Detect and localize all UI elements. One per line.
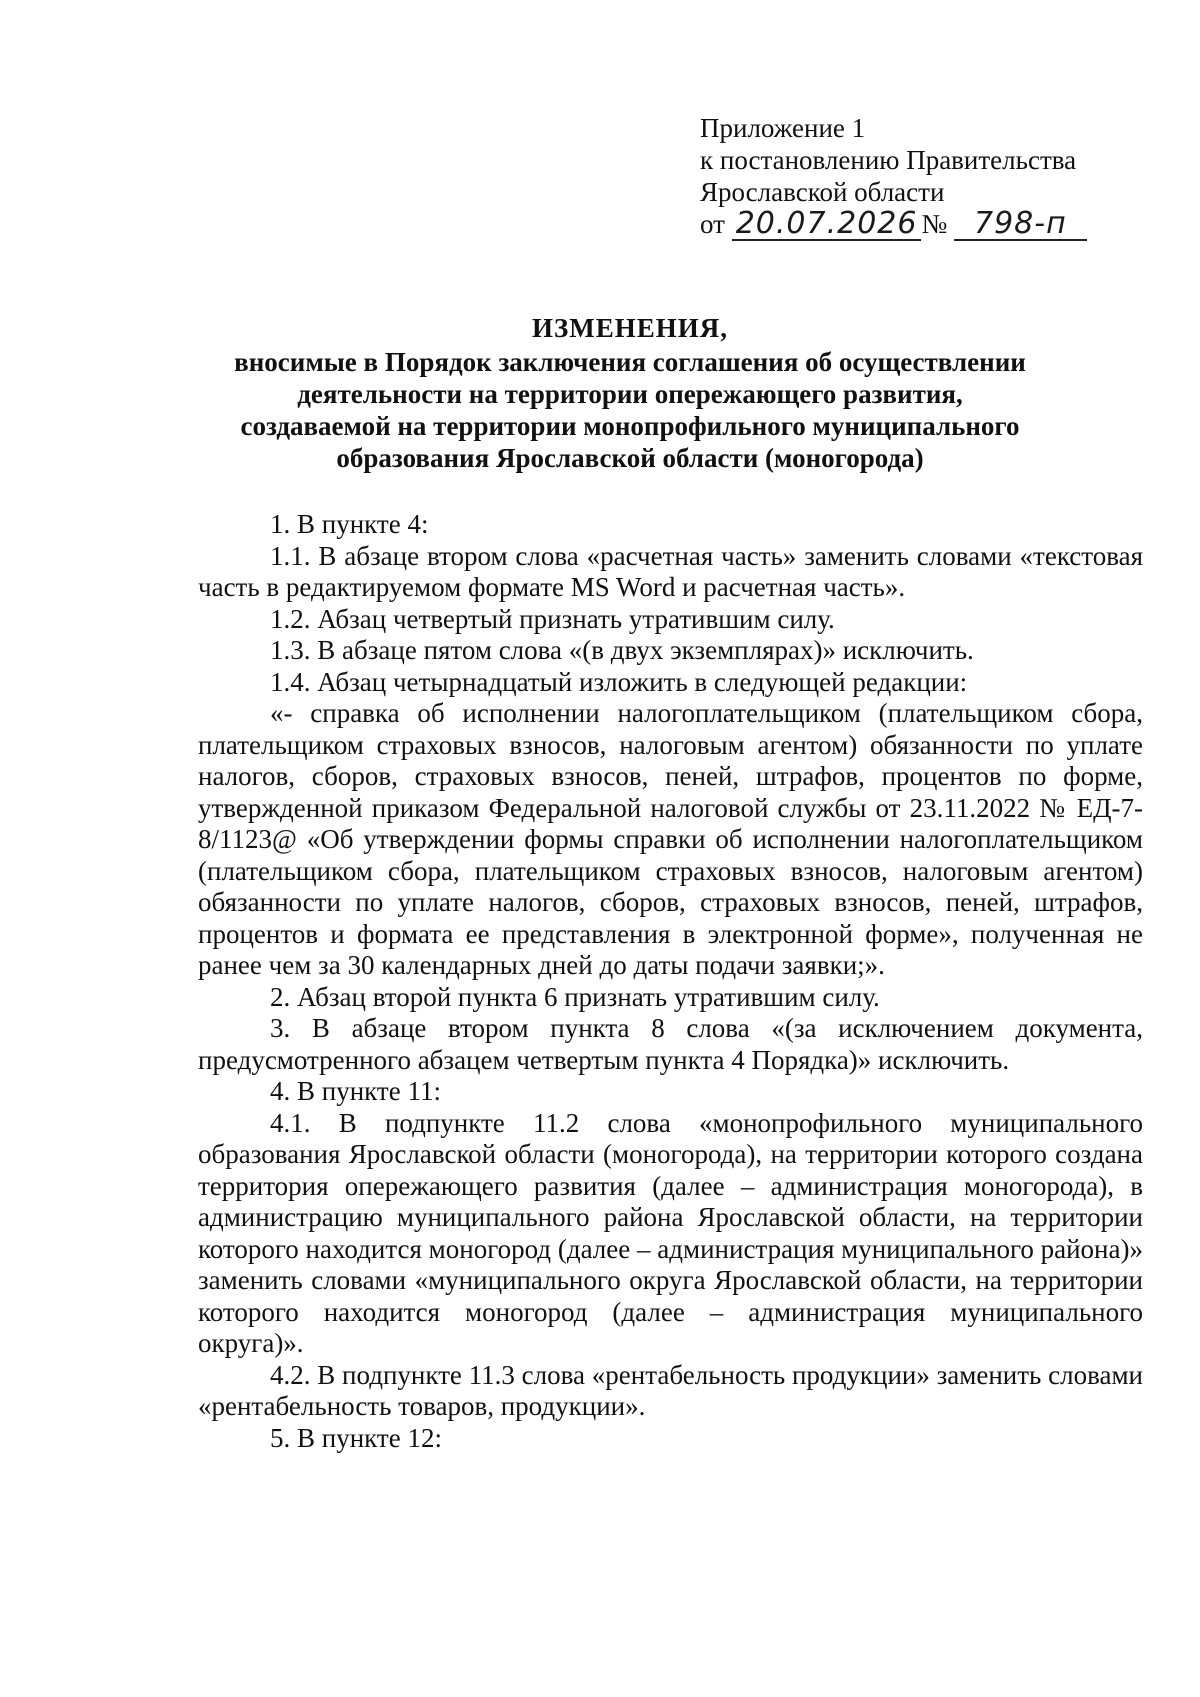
document-body	[198, 509, 1143, 1454]
annex-number-label: №	[921, 209, 948, 239]
title-main: ИЗМЕНЕНИЯ,	[531, 313, 728, 343]
title-line-2: деятельности на территории опережающего развития,	[297, 379, 963, 409]
annex-resolution-line: к постановлению Правительства	[700, 145, 1077, 175]
paragraph-1-4: 1.4. Абзац четырнадцатый изложить в следующей редакции:	[270, 666, 968, 697]
paragraph-1-2: 1.2. Абзац четвертый признать утратившим силу.	[270, 603, 835, 634]
annex-header	[700, 112, 1120, 241]
paragraph-1-1: 1.1. В абзаце втором слова «расчетная часть» заменить словами «текстовая часть в редактируемом формате MS Word и расчетная часть».	[198, 540, 1143, 602]
paragraph-5: 5. В пункте 12:	[270, 1422, 442, 1453]
annex-date-number-line	[700, 208, 1120, 241]
paragraph-4-1: 4.1. В подпункте 11.2 слова «монопрофильного муниципального образования Ярославской области (моногорода), на территории которого создана территория опережающего развития (далее – администрация моногорода), в администрацию муниципального района Ярославской области, на территории которого находится моногород (далее – администрация муниципального района)» заменить словами «муниципального округа Ярославской области, на территории которого находится моногород (далее – администрация муниципального округа)».	[198, 1107, 1143, 1358]
paragraph-2: 2. Абзац второй пункта 6 признать утратившим силу.	[270, 981, 880, 1012]
paragraph-1-3: 1.3. В абзаце пятом слова «(в двух экземплярах)» исключить.	[270, 635, 974, 665]
handwritten-date: 20.07.2026	[732, 209, 922, 241]
handwritten-number: 798-п	[954, 209, 1087, 241]
title-line-3: создаваемой на территории монопрофильного муниципального	[240, 411, 1020, 441]
annex-title: Приложение 1	[700, 113, 866, 143]
paragraph-4-2: 4.2. В подпункте 11.3 слова «рентабельность продукции» заменить словами «рентабельность товаров, продукции».	[198, 1359, 1143, 1421]
annex-from-label: от	[700, 209, 725, 239]
document-title	[180, 312, 1080, 474]
paragraph-quote: «- справка об исполнении налогоплательщиком (плательщиком сбора, плательщиком страховых взносов, налоговым агентом) обязанности по уплате налогов, сборов, страховых взносов, пеней, штрафов, процентов по форме, утвержденной приказом Федеральной налоговой службы от 23.11.2022 № ЕД-7-8/1123@ «Об утверждении формы справки об исполнении налогоплательщиком (плательщиком сбора, плательщиком страховых взносов, налоговым агентом) обязанности по уплате налогов, сборов, страховых взносов, пеней, штрафов, процентов и формата ее представления в электронной форме», полученная не ранее чем за 30 календарных дней до даты подачи заявки;».	[198, 698, 1143, 980]
annex-region-line: Ярославской области	[700, 177, 945, 207]
title-line-1: вносимые в Порядок заключения соглашения об осуществлении	[234, 347, 1026, 377]
title-line-4: образования Ярославской области (моногорода)	[336, 443, 924, 473]
paragraph-3: 3. В абзаце втором пункта 8 слова «(за исключением документа, предусмотренного абзацем четвертым пункта 4 Порядка)» исключить.	[198, 1013, 1143, 1075]
paragraph-4: 4. В пункте 11:	[270, 1076, 441, 1106]
paragraph-1: 1. В пункте 4:	[270, 509, 429, 539]
